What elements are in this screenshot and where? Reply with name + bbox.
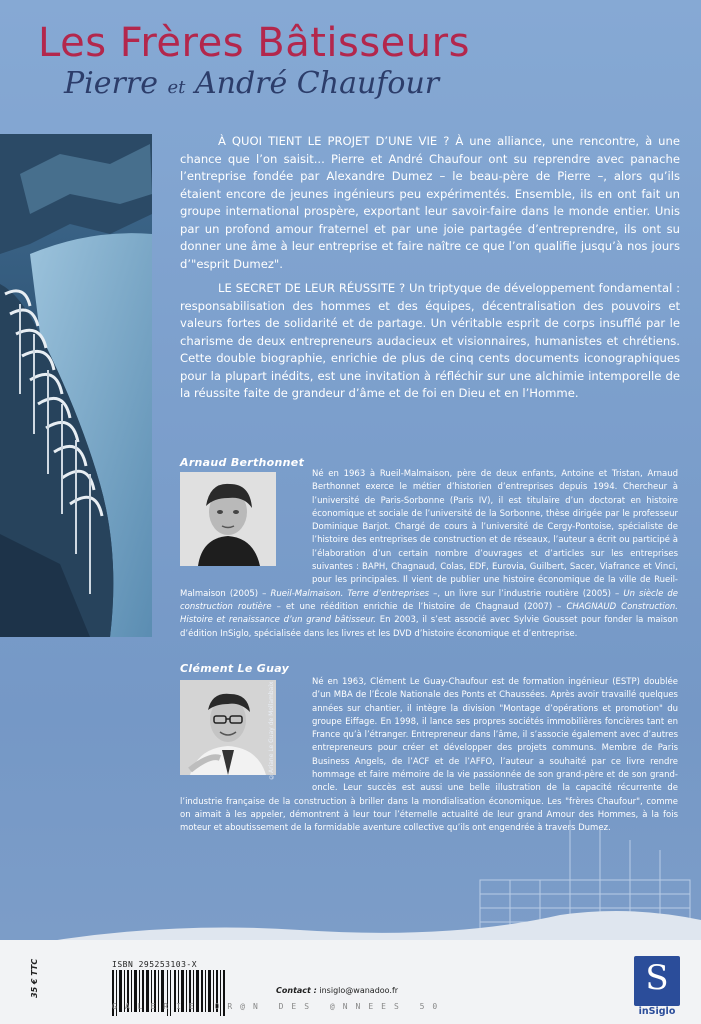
contact-label: Contact : bbox=[276, 986, 317, 995]
footer-band bbox=[0, 940, 701, 1024]
book-title: Les Frères Bâtisseurs bbox=[38, 20, 470, 66]
portrait-space bbox=[180, 676, 312, 784]
price-label: 35 € TTC bbox=[30, 958, 39, 998]
author-2-name: Clément Le Guay bbox=[180, 662, 290, 675]
bio-1-text-d: En 2003, il s’est associé avec Sylvie Gousset pour fonder la maison d’édition InSiglo, spécialisée dans les livres et les DVD d’histoire économique et d’entreprise. bbox=[180, 615, 678, 639]
subtitle-conjunction: et bbox=[167, 77, 186, 98]
author-1-bio bbox=[180, 468, 678, 641]
intro-paragraph-2 bbox=[180, 280, 680, 403]
subtitle-last-names: André Chaufour bbox=[194, 66, 440, 101]
logo-s-icon: S bbox=[645, 958, 669, 998]
intro-paragraph-1 bbox=[180, 133, 680, 273]
bio-1-text-c: – et une réédition enrichie de l’histoire de Chagnaud (2007) – bbox=[271, 601, 567, 612]
series-name: GALERIE OR@N DES @NNEES 50 bbox=[112, 1002, 446, 1011]
photo-credit: ©Ariane Le Guay de Mollambaix bbox=[268, 681, 275, 780]
dam-photo bbox=[0, 134, 152, 637]
author-1-name: Arnaud Berthonnet bbox=[180, 456, 305, 469]
subtitle-first-name: Pierre bbox=[64, 66, 158, 101]
publisher-logo bbox=[634, 956, 680, 1006]
bio-1-text-b: –, un livre sur l’industrie routière (2005) – bbox=[429, 588, 624, 599]
bio-1-text-a: Né en 1963 à Rueil-Malmaison, père de deux enfants, Antoine et Tristan, Arnaud Berthonnet exerce le métier d’historien d’entreprises depuis 1994. Chercheur à l’université de Paris-Sorbonne (Paris IV), il est titulaire d’un doctorat en histoire économique et sociale de l’université de la Sorbonne, thèse dirigée par le professeur Dominique Barjot. Chargé de cours à l’université de Cergy-Pontoise, spécialiste de l’histoire des entreprises de construction et de réseaux, l’auteur a écrit ou participé à l’élaboration d’un certain nombre d’ouvrages et d’articles sur les entreprises suivantes : BAPH, Chagnaud, Colas, EDF, Eurovia, Guilbert, Sacer, Viafrance et Vinci, pour les principales. Il vient de publier une histoire économique de la ville de Rueil-Malmaison (2005) – bbox=[180, 469, 678, 599]
bio-1-title-1: Rueil-Malmaison. Terre d’entreprises bbox=[270, 588, 430, 599]
intro-paragraph-1-text: À QUOI TIENT LE PROJET D’UNE VIE ? À une alliance, une rencontre, à une chance que l’on saisit... Pierre et André Chaufour ont su reprendre avec panache l’entreprise fondée par Alexandre Dumez – le beau-père de Pierre –, alors qu’ils étaient encore de jeunes ingénieurs peu expérimentés. Ensemble, ils en ont fait un groupe international prospère, exportant leur savoir-faire dans le monde entier. Unis par un profond amour fraternel et par une joie partagée d’entreprendre, ils ont su donner une âme à leur entreprise et faire naître ce que l’on qualifie jusqu’à nos jours d’"esprit Dumez". bbox=[180, 134, 680, 271]
contact-line bbox=[276, 986, 398, 995]
book-subtitle bbox=[64, 66, 439, 101]
intro-paragraph-2-text: LE SECRET DE LEUR RÉUSSITE ? Un triptyque de développement fondamental : responsabilisation des hommes et des équipes, décentralisation des pouvoirs et valeurs fortes de solidarité et de partage. Un véritable esprit de corps insufflé par le charisme de deux entrepreneurs audacieux et visionnaires, humanistes et chrétiens. Cette double biographie, enrichie de plus de cinq cents documents iconographiques pour la plupart inédits, est une invitation à réfléchir sur une alchimie intemporelle de la réussite faite de grandeur d’âme et de foi en Dieu et en l’Homme. bbox=[180, 281, 680, 400]
bio-2-text: Né en 1963, Clément Le Guay-Chaufour est de formation ingénieur (ESTP) doublée d’un MBA de l’École Nationale des Ponts et Chaussées. Après avoir travaillé quelques années sur chantier, il intègre la division "Montage d’opérations et promotion" du groupe Eiffage. En 1998, il lance ses propres sociétés immobilières foncières tant en France qu’à l’étranger. Entrepreneur dans l’âme, il s’associe également avec d’autres entrepreneurs pour créer et développer des projets communs. Membre de Paris Business Angels, de l’ACF et de l’AFFO, l’auteur a souhaité par ce livre rendre hommage et faire mémoire de la vie passionnée de son grand-père et de son grand-oncle. Leur succès est aussi une belle illustration de la capacité récurrente de l’industrie française de la construction à briller dans la mondialisation économique. Les "frères Chaufour", comme on aimait à les appeler, démontrent à leur tour l’éternelle actualité de leur grand Amour des Hommes, à la fois moteur et aboutissement de la formidable aventure collective qu’ils ont engendrée à travers Dumez. bbox=[180, 677, 678, 834]
author-2-bio bbox=[180, 676, 678, 836]
publisher-name: inSiglo bbox=[638, 1006, 676, 1017]
bio-1-title-3: CHAGNAUD Construction. Histoire et renaissance d’un grand bâtisseur. bbox=[180, 601, 678, 626]
isbn-label: ISBN 295253103-X bbox=[112, 960, 198, 969]
bio-1-title-2: Un siècle de construction routière bbox=[180, 588, 679, 612]
contact-email[interactable]: insiglo@wanadoo.fr bbox=[319, 986, 399, 995]
portrait-space bbox=[180, 468, 312, 576]
